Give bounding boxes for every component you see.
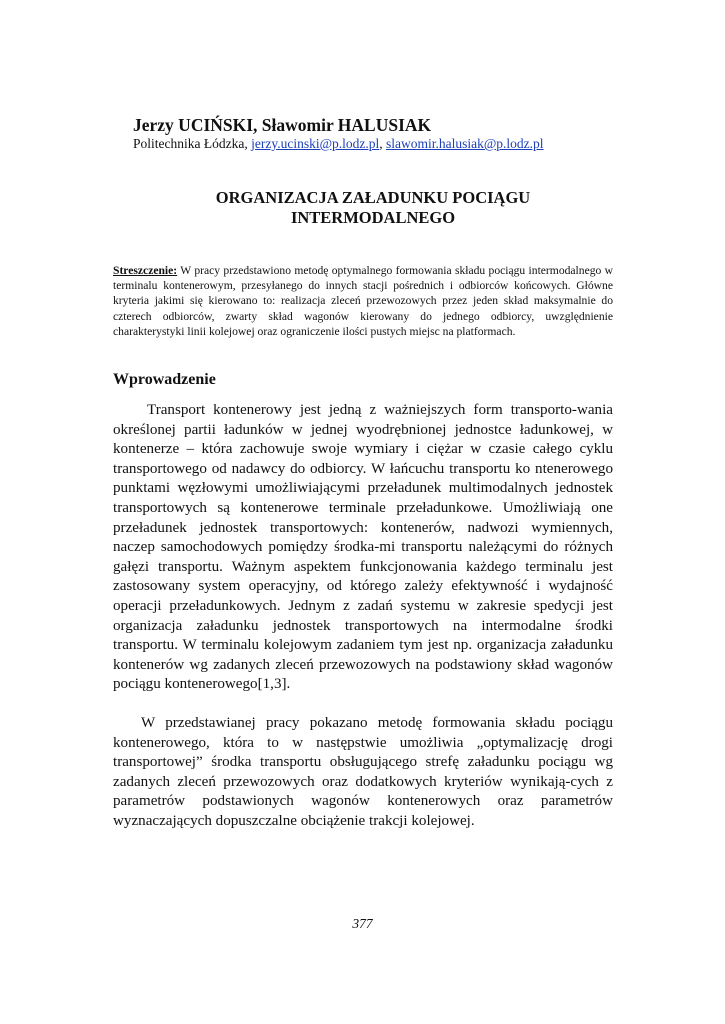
abstract [113, 263, 613, 339]
page-number: 377 [352, 916, 373, 931]
paragraph-1: Transport kontenerowy jest jedną z ważniejszych form transporto-wania określonej partii ładunków w jednej wyodrębnionej jednostce ładunkowej, w kontenerze – która zachowuje swoje wymiary i ciężar w czasie całego cyklu transportowego od nadawcy do odbiorcy. W łańcuchu transportu ko ntenerowego punktami węzłowymi umożliwiającymi przeładunek multimodalnych jednostek transportowych są kontenerowe terminale przeładunkowe. Umożliwiają one przeładunek jednostek transportowych: kontenerów, nadwozi wymiennych, naczep samochodowych pomiędzy środka-mi transportu należącymi do różnych gałęzi transportu. Ważnym aspektem funkcjonowania każdego terminalu jest zastosowany system operacyjny, od którego zależy efektywność i wydajność operacji przeładunkowych. Jednym z zadań systemu w zakresie spedycji jest organizacja załadunku jednostek transportowych na intermodalne środki transportu. W terminalu kolejowym zadaniem tym jest np. organizacja załadunku kontenerów wg zadanych zleceń przewozowych na podstawiony skład wagonów pociągu kontenerowego[1,3]. [113, 402, 613, 693]
title-line-1: ORGANIZACJA ZAŁADUNKU POCIĄGU [215, 188, 531, 207]
paper-title [113, 188, 633, 228]
title-line-2: INTERMODALNEGO [290, 208, 456, 227]
paragraph-2: W przedstawianej pracy pokazano metodę formowania składu pociągu kontenerowego, która to w następstwie umożliwia „optymalizację drogi transportowej” środka transportu obsługującego strefę załadunku pociągu wg zadanych zleceń przewozowych oraz dodatkowych kryteriów wynikają-cych z parametrów podstawionych wagonów kontenerowych oraz parametrów wyznaczających dopuszczalne obciążenie trakcji kolejowej. [113, 715, 613, 829]
authors: Jerzy UCIŃSKI, Sławomir HALUSIAK [133, 115, 432, 135]
email-separator: , [379, 136, 386, 151]
email-link-halusiak[interactable]: slawomir.halusiak@p.lodz.pl [386, 136, 544, 151]
section-heading: Wprowadzenie [113, 371, 216, 388]
abstract-label: Streszczenie: [113, 264, 178, 277]
affiliation-prefix: Politechnika Łódzka, [133, 136, 252, 151]
abstract-text: W pracy przedstawiono metodę optymalnego formowania składu pociągu intermodalnego w terminalu kontenerowym, przesyłanego do innych stacji pośrednich i odbiorców końcowych. Główne kryteria jakimi się kierowano to: realizacja zleceń przewozowych przez jeden skład maksymalnie do czterech odbiorców, zwarty skład wagonów kierowany do jednego odbiorcy, uwzględnienie charakterystyki linii kolejowej oraz ograniczenie ilości pustych miejsc na platformach. [113, 264, 613, 338]
email-link-ucinski[interactable]: jerzy.ucinski@p.lodz.pl [251, 136, 380, 151]
affiliation [133, 136, 544, 152]
